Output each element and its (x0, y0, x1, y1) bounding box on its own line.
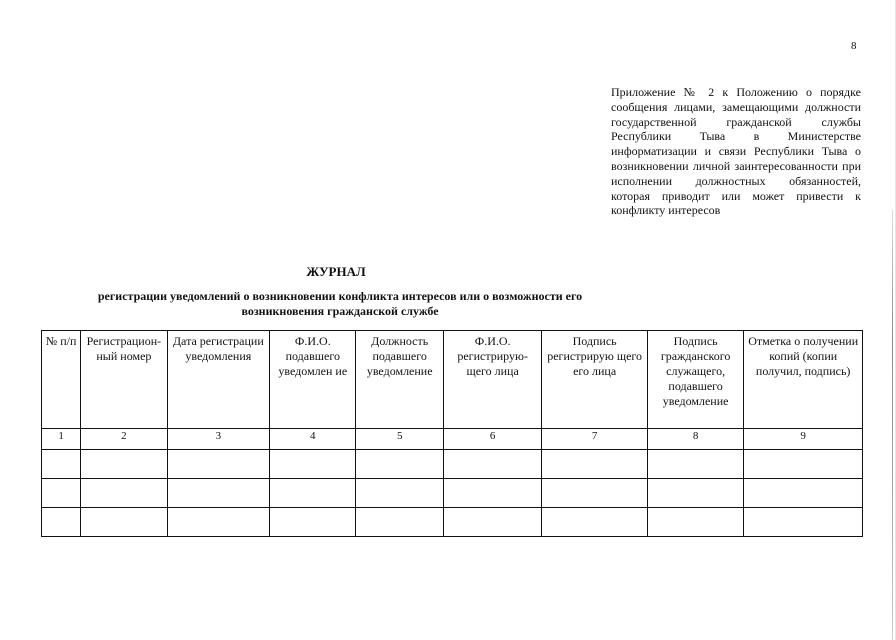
empty-cell (270, 508, 356, 537)
journal-subtitle (60, 289, 620, 319)
header-cell-copy-receipt-mark: Отметка о получении копий (копии получил, подпись) (744, 331, 863, 429)
empty-cell (356, 479, 443, 508)
header-cell-registrar-signature: Подпись регистрирую щего его лица (542, 331, 648, 429)
empty-cell (81, 508, 167, 537)
column-number: 3 (167, 429, 269, 450)
empty-cell (542, 450, 648, 479)
header-cell-registration-date: Дата регистрации уведомления (167, 331, 269, 429)
empty-cell (443, 450, 541, 479)
empty-cell (744, 508, 863, 537)
empty-cell (647, 479, 743, 508)
appendix-note: Приложение № 2 к Положению о порядке сообщения лицами, замещающими должности государственной гражданской службы Республики Тыва в Министерстве информатизации и связи Республики Тыва о возникновении личной заинтересованности при исполнении должностных обязанностей, которая приводит или может привести к конфликту интересов (611, 85, 861, 218)
header-cell-registrar-name: Ф.И.О. регистрирую-щего лица (443, 331, 541, 429)
header-cell-number: № п/п (42, 331, 81, 429)
column-number: 7 (542, 429, 648, 450)
journal-subtitle-line-2: возникновения гражданской службе (241, 304, 439, 318)
header-cell-submitter-name: Ф.И.О. подавшего уведомлен ие (270, 331, 356, 429)
header-cell-registration-number: Регистрацион-ный номер (81, 331, 167, 429)
empty-cell (542, 479, 648, 508)
column-number: 5 (356, 429, 443, 450)
empty-cell (270, 479, 356, 508)
scan-edge-shadow (892, 210, 893, 640)
page-number: 8 (851, 40, 857, 52)
empty-cell (356, 450, 443, 479)
column-number: 1 (42, 429, 81, 450)
empty-cell (42, 450, 81, 479)
header-cell-submitter-signature: Подпись гражданского служащего, подавшего уведомление (647, 331, 743, 429)
empty-cell (167, 450, 269, 479)
header-cell-submitter-position: Должность подавшего уведомление (356, 331, 443, 429)
column-number: 9 (744, 429, 863, 450)
table-header-row (42, 331, 863, 429)
registration-journal-table (41, 330, 863, 537)
empty-cell (42, 479, 81, 508)
empty-cell (356, 508, 443, 537)
empty-cell (81, 479, 167, 508)
table-row-empty (42, 479, 863, 508)
empty-cell (167, 479, 269, 508)
empty-cell (647, 508, 743, 537)
empty-cell (42, 508, 81, 537)
empty-cell (81, 450, 167, 479)
empty-cell (647, 450, 743, 479)
empty-cell (167, 508, 269, 537)
empty-cell (744, 450, 863, 479)
column-number: 4 (270, 429, 356, 450)
column-number: 8 (647, 429, 743, 450)
column-number: 2 (81, 429, 167, 450)
column-number-row (42, 429, 863, 450)
empty-cell (443, 508, 541, 537)
journal-subtitle-line-1: регистрации уведомлений о возникновении конфликта интересов или о возможности его (97, 289, 583, 303)
empty-cell (270, 450, 356, 479)
journal-title: ЖУРНАЛ (306, 264, 366, 279)
table-row-empty (42, 508, 863, 537)
column-number: 6 (443, 429, 541, 450)
empty-cell (542, 508, 648, 537)
empty-cell (443, 479, 541, 508)
table-row-empty (42, 450, 863, 479)
empty-cell (744, 479, 863, 508)
